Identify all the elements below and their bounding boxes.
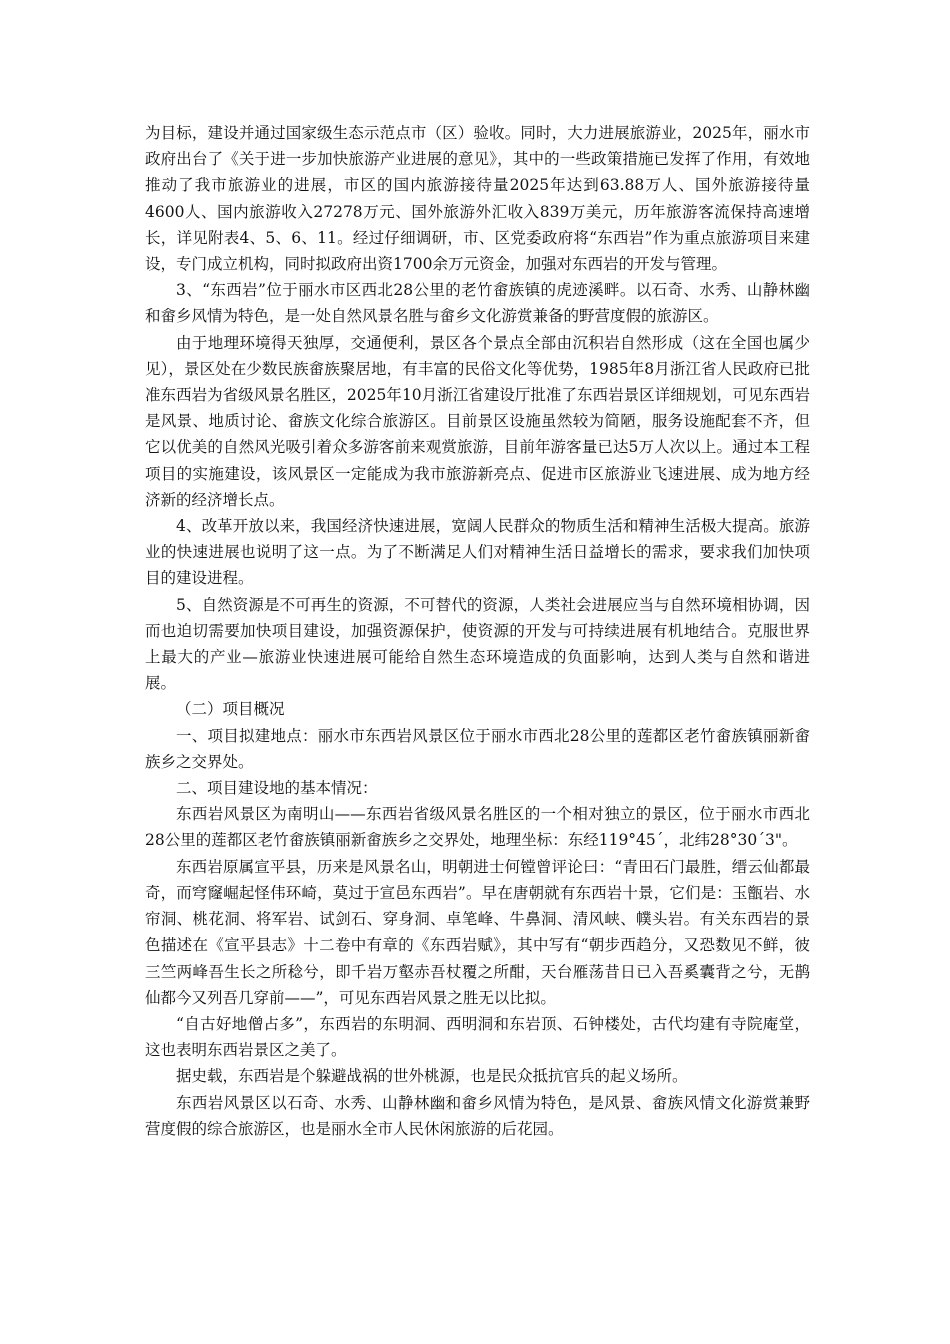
paragraph-history: 东西岩原属宣平县，历来是风景名山，明朝进士何镗曾评论曰：“青田石门最胜，缙云仙都最奇，而穹窿崛起怪伟环崎，莫过于宣邑东西岩”。早在唐朝就有东西岩十景，它们是：玉甑岩、水帘洞、桃花洞、将军岩、试剑石、穿身洞、卓笔峰、牛鼻洞、清风峡、幞头岩。有关东西岩的景色描述在《宣平县志》十二卷中有章的《东西岩赋》，其中写有“朝步西趋分，又恐数见不鲜，彼三竺两峰吾生长之所稔兮，即千岩万壑赤吾杖覆之所酣，天台雁荡昔日已入吾奚囊背之兮，无鹊仙都今又列吾几穿前——”，可见东西岩风景之胜无以比拟。 [145, 857, 810, 1007]
paragraph-refuge: 据史载，东西岩是个躲避战祸的世外桃源，也是民众抵抗官兵的起义场所。 [176, 1067, 688, 1086]
paragraph-continuation: 为目标，建设并通过国家级生态示范点市（区）验收。同时，大力进展旅游业，2025年，丽水市政府出台了《关于进一步加快旅游产业进展的意见》，其中的一些政策措施已发挥了作用，有效地推动了我市旅游业的进展，市区的国内旅游接待量2025年达到63.88万人、国外旅游接待量4600人、国内旅游收入27278万元、国外旅游外汇收入839万美元，历年旅游客流保持高速增长，详见附表4、5、6、11。经过仔细调研，市、区党委政府将“东西岩”作为重点旅游项目来建设，专门成立机构，同时拟政府出资1700余万元资金，加强对东西岩的开发与管理。 [145, 124, 810, 274]
paragraph-site-basics-heading: 二、项目建设地的基本情况： [176, 779, 378, 798]
paragraph-item-5: 5、自然资源是不可再生的资源，不可替代的资源，人类社会进展应当与自然环境相协调，因而也迫切需要加快项目建设，加强资源保护，使资源的开发与可持续进展有机地结合。克服世界上最大的产业—旅游业快速进展可能给自然生态环境造成的负面影响，达到人类与自然和谐进展。 [145, 595, 810, 693]
paragraph-geography: 由于地理环境得天独厚，交通便利，景区各个景点全部由沉积岩自然形成（这在全国也属少见），景区处在少数民族畲族聚居地，有丰富的民俗文化等优势，1985年8月浙江省人民政府已批准东西岩为省级风景名胜区，2025年10月浙江省建设厅批准了东西岩景区详细规划，可见东西岩是风景、地质讨论、畲族文化综合旅游区。目前景区设施虽然较为简陋，服务设施配套不齐，但它以优美的自然风光吸引着众多游客前来观赏旅游，目前年游客量已达5万人次以上。通过本工程项目的实施建设，该风景区一定能成为我市旅游新亮点、促进市区旅游业飞速进展、成为地方经济新的经济增长点。 [145, 333, 810, 509]
paragraph-summary: 东西岩风景区以石奇、水秀、山静林幽和畲乡风情为特色，是风景、畲族风情文化游赏兼野营度假的综合旅游区，也是丽水全市人民休闲旅游的后花园。 [145, 1093, 810, 1138]
paragraph-item-4: 4、改革开放以来，我国经济快速进展，宽阔人民群众的物质生活和精神生活极大提高。旅游业的快速进展也说明了这一点。为了不断满足人们对精神生活日益增长的需求，要求我们加快项目的建设进程。 [145, 517, 810, 588]
paragraph-project-location: 一、项目拟建地点：丽水市东西岩风景区位于丽水市西北28公里的莲都区老竹畲族镇丽新畲族乡之交界处。 [145, 726, 810, 771]
paragraph-coordinates: 东西岩风景区为南明山——东西岩省级风景名胜区的一个相对独立的景区，位于丽水市西北28公里的莲都区老竹畲族镇丽新畲族乡之交界处，地理坐标：东经119°45´，北纬28°30´3"。 [145, 805, 810, 850]
document-body [145, 120, 810, 1142]
section-heading-project-overview: （二）项目概况 [176, 700, 285, 719]
paragraph-temples: “自古好地僧占多”，东西岩的东明洞、西明洞和东岩顶、石钟楼处，古代均建有寺院庵堂，这也表明东西岩景区之美了。 [145, 1014, 810, 1060]
paragraph-item-3: 3、“东西岩”位于丽水市区西北28公里的老竹畲族镇的虎迹溪畔。以石奇、水秀、山静林幽和畲乡风情为特色，是一处自然风景名胜与畲乡文化游赏兼备的野营度假的旅游区。 [145, 281, 810, 326]
